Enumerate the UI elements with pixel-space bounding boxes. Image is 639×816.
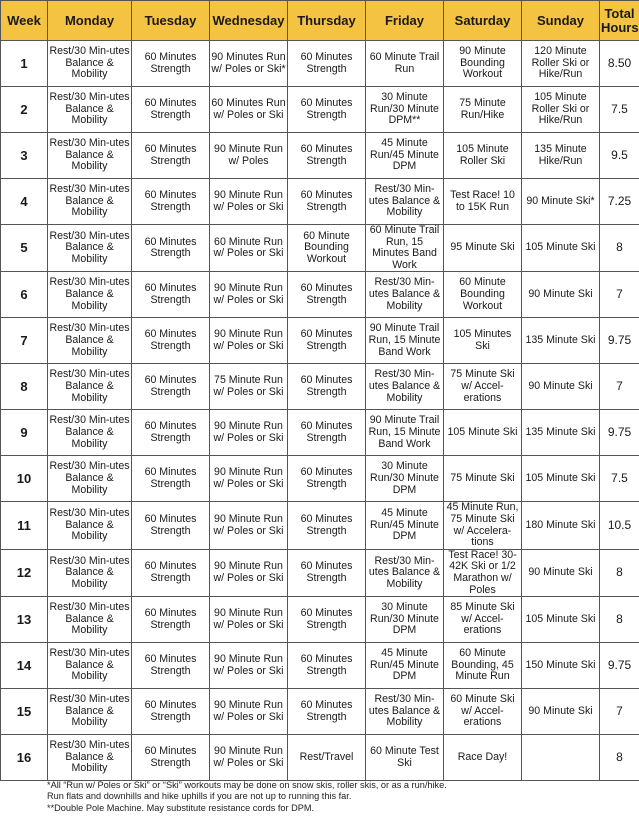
week-cell: 6 bbox=[1, 272, 48, 318]
workout-cell: 105 Minute Roller Ski bbox=[444, 133, 522, 179]
workout-cell: 95 Minute Ski bbox=[444, 225, 522, 272]
workout-cell: 90 Minute Run w/ Poles or Ski bbox=[210, 410, 288, 456]
table-row bbox=[1, 643, 639, 689]
workout-cell: 60 Minutes Strength bbox=[132, 410, 210, 456]
table-row bbox=[1, 456, 639, 502]
column-header: Monday bbox=[48, 1, 132, 41]
workout-cell: 90 Minute Run w/ Poles or Ski bbox=[210, 549, 288, 596]
workout-cell: 60 Minutes Strength bbox=[132, 41, 210, 87]
workout-cell: Rest/Travel bbox=[288, 735, 366, 781]
week-cell: 15 bbox=[1, 689, 48, 735]
table-row bbox=[1, 225, 639, 272]
table-row bbox=[1, 410, 639, 456]
workout-cell: 90 Minute Run w/ Poles or Ski bbox=[210, 502, 288, 549]
workout-cell: 90 Minute Ski* bbox=[522, 179, 600, 225]
workout-cell: 60 Minutes Strength bbox=[132, 502, 210, 549]
workout-cell: 60 Minute Bounding Workout bbox=[444, 272, 522, 318]
total-hours-cell: 7.5 bbox=[600, 456, 639, 502]
week-cell: 13 bbox=[1, 597, 48, 643]
workout-cell: 60 Minutes Strength bbox=[132, 225, 210, 272]
workout-cell: 60 Minute Run w/ Poles or Ski bbox=[210, 225, 288, 272]
workout-cell: 90 Minute Ski bbox=[522, 364, 600, 410]
table-row bbox=[1, 689, 639, 735]
week-cell: 7 bbox=[1, 318, 48, 364]
workout-cell: 60 Minute Test Ski bbox=[366, 735, 444, 781]
workout-cell: 90 Minute Trail Run, 15 Minute Band Work bbox=[366, 318, 444, 364]
workout-cell: Rest/30 Min-utes Balance & Mobility bbox=[48, 456, 132, 502]
total-hours-cell: 7 bbox=[600, 272, 639, 318]
workout-cell: 60 Minutes Strength bbox=[132, 364, 210, 410]
week-cell: 8 bbox=[1, 364, 48, 410]
workout-cell: 105 Minute Roller Ski or Hike/Run bbox=[522, 87, 600, 133]
table-row bbox=[1, 597, 639, 643]
workout-cell: Rest/30 Min-utes Balance & Mobility bbox=[48, 549, 132, 596]
workout-cell: 60 Minutes Strength bbox=[288, 689, 366, 735]
column-header: Friday bbox=[366, 1, 444, 41]
workout-cell: Rest/30 Min-utes Balance & Mobility bbox=[48, 689, 132, 735]
workout-cell: 90 Minute Run w/ Poles bbox=[210, 133, 288, 179]
workout-cell: 105 Minute Ski bbox=[522, 456, 600, 502]
workout-cell: Rest/30 Min-utes Balance & Mobility bbox=[48, 410, 132, 456]
workout-cell: 60 Minute Bounding Workout bbox=[288, 225, 366, 272]
workout-cell: 60 Minutes Strength bbox=[132, 643, 210, 689]
workout-cell: Race Day! bbox=[444, 735, 522, 781]
workout-cell: 60 Minutes Strength bbox=[288, 272, 366, 318]
table-row bbox=[1, 502, 639, 549]
week-cell: 1 bbox=[1, 41, 48, 87]
workout-cell: 60 Minute Trail Run, 15 Minutes Band Work bbox=[366, 225, 444, 272]
footnote: Run flats and downhills and hike uphills if you are not up to running this far. bbox=[47, 791, 352, 802]
total-hours-cell: 9.5 bbox=[600, 133, 639, 179]
column-header: Wednesday bbox=[210, 1, 288, 41]
workout-cell: Rest/30 Min-utes Balance & Mobility bbox=[48, 735, 132, 781]
workout-cell: 60 Minute Ski w/ Accel-erations bbox=[444, 689, 522, 735]
column-header: Week bbox=[1, 1, 48, 41]
workout-cell: 60 Minutes Strength bbox=[288, 597, 366, 643]
week-cell: 14 bbox=[1, 643, 48, 689]
workout-cell: Rest/30 Min-utes Balance & Mobility bbox=[48, 597, 132, 643]
total-hours-cell: 7.25 bbox=[600, 179, 639, 225]
workout-cell: 30 Minute Run/30 Minute DPM bbox=[366, 597, 444, 643]
week-cell: 3 bbox=[1, 133, 48, 179]
total-hours-cell: 7 bbox=[600, 364, 639, 410]
table-row bbox=[1, 735, 639, 781]
workout-cell: 60 Minutes Strength bbox=[132, 133, 210, 179]
workout-cell: 90 Minute Run w/ Poles or Ski bbox=[210, 318, 288, 364]
workout-cell: Rest/30 Min-utes Balance & Mobility bbox=[48, 272, 132, 318]
workout-cell: 90 Minute Ski bbox=[522, 689, 600, 735]
table-row bbox=[1, 133, 639, 179]
workout-cell bbox=[522, 735, 600, 781]
workout-cell: Rest/30 Min-utes Balance & Mobility bbox=[366, 689, 444, 735]
workout-cell: Test Race! 30-42K Ski or 1/2 Marathon w/ Poles bbox=[444, 549, 522, 596]
table-row bbox=[1, 549, 639, 596]
workout-cell: 90 Minutes Run w/ Poles or Ski* bbox=[210, 41, 288, 87]
workout-cell: 90 Minute Run w/ Poles or Ski bbox=[210, 735, 288, 781]
workout-cell: Rest/30 Min-utes Balance & Mobility bbox=[48, 87, 132, 133]
workout-cell: Rest/30 Min-utes Balance & Mobility bbox=[48, 179, 132, 225]
workout-cell: 75 Minute Ski bbox=[444, 456, 522, 502]
total-hours-cell: 7.5 bbox=[600, 87, 639, 133]
workout-cell: 60 Minutes Strength bbox=[288, 410, 366, 456]
workout-cell: 135 Minute Ski bbox=[522, 410, 600, 456]
workout-cell: 150 Minute Ski bbox=[522, 643, 600, 689]
workout-cell: 60 Minutes Strength bbox=[288, 318, 366, 364]
column-header: Tuesday bbox=[132, 1, 210, 41]
workout-cell: 45 Minute Run/45 Minute DPM bbox=[366, 502, 444, 549]
week-cell: 4 bbox=[1, 179, 48, 225]
workout-cell: 75 Minute Run w/ Poles or Ski bbox=[210, 364, 288, 410]
workout-cell: 105 Minute Ski bbox=[522, 225, 600, 272]
workout-cell: 90 Minute Bounding Workout bbox=[444, 41, 522, 87]
table-row bbox=[1, 364, 639, 410]
total-hours-cell: 7 bbox=[600, 689, 639, 735]
workout-cell: Rest/30 Min-utes Balance & Mobility bbox=[48, 133, 132, 179]
week-cell: 16 bbox=[1, 735, 48, 781]
workout-cell: 90 Minute Ski bbox=[522, 272, 600, 318]
workout-cell: 60 Minute Trail Run bbox=[366, 41, 444, 87]
workout-cell: 90 Minute Run w/ Poles or Ski bbox=[210, 597, 288, 643]
workout-cell: 60 Minutes Strength bbox=[288, 179, 366, 225]
workout-cell: 60 Minutes Strength bbox=[288, 549, 366, 596]
table-row bbox=[1, 318, 639, 364]
workout-cell: 45 Minute Run/45 Minute DPM bbox=[366, 643, 444, 689]
total-hours-cell: 8 bbox=[600, 549, 639, 596]
workout-cell: 90 Minute Run w/ Poles or Ski bbox=[210, 456, 288, 502]
total-hours-cell: 8 bbox=[600, 597, 639, 643]
workout-cell: 90 Minute Run w/ Poles or Ski bbox=[210, 643, 288, 689]
workout-cell: Rest/30 Min-utes Balance & Mobility bbox=[366, 549, 444, 596]
workout-cell: Rest/30 Min-utes Balance & Mobility bbox=[48, 502, 132, 549]
workout-cell: 120 Minute Roller Ski or Hike/Run bbox=[522, 41, 600, 87]
workout-cell: 60 Minutes Strength bbox=[132, 318, 210, 364]
total-hours-cell: 9.75 bbox=[600, 643, 639, 689]
workout-cell: 60 Minutes Strength bbox=[132, 179, 210, 225]
workout-cell: 90 Minute Trail Run, 15 Minute Band Work bbox=[366, 410, 444, 456]
total-hours-cell: 8 bbox=[600, 225, 639, 272]
workout-cell: 75 Minute Run/Hike bbox=[444, 87, 522, 133]
total-hours-cell: 8.50 bbox=[600, 41, 639, 87]
workout-cell: 135 Minute Hike/Run bbox=[522, 133, 600, 179]
workout-cell: 180 Minute Ski bbox=[522, 502, 600, 549]
workout-cell: Rest/30 Min-utes Balance & Mobility bbox=[48, 41, 132, 87]
total-hours-cell: 10.5 bbox=[600, 502, 639, 549]
workout-cell: 135 Minute Ski bbox=[522, 318, 600, 364]
workout-cell: 90 Minute Run w/ Poles or Ski bbox=[210, 689, 288, 735]
workout-cell: 105 Minute Ski bbox=[444, 410, 522, 456]
workout-cell: 60 Minutes Strength bbox=[132, 597, 210, 643]
workout-cell: Rest/30 Min-utes Balance & Mobility bbox=[48, 225, 132, 272]
week-cell: 5 bbox=[1, 225, 48, 272]
workout-cell: 30 Minute Run/30 Minute DPM bbox=[366, 456, 444, 502]
workout-cell: Rest/30 Min-utes Balance & Mobility bbox=[48, 364, 132, 410]
footnotes bbox=[47, 780, 637, 814]
workout-cell: 60 Minutes Strength bbox=[132, 549, 210, 596]
workout-cell: 75 Minute Ski w/ Accel-erations bbox=[444, 364, 522, 410]
workout-cell: 105 Minutes Ski bbox=[444, 318, 522, 364]
column-header: Thursday bbox=[288, 1, 366, 41]
workout-cell: 60 Minutes Strength bbox=[132, 689, 210, 735]
workout-cell: 60 Minutes Strength bbox=[288, 502, 366, 549]
week-cell: 10 bbox=[1, 456, 48, 502]
table-row bbox=[1, 87, 639, 133]
workout-cell: 60 Minutes Strength bbox=[288, 41, 366, 87]
workout-cell: 45 Minute Run, 75 Minute Ski w/ Accelera-tions bbox=[444, 502, 522, 549]
table-row bbox=[1, 179, 639, 225]
table-row bbox=[1, 41, 639, 87]
workout-cell: 60 Minutes Strength bbox=[132, 735, 210, 781]
workout-cell: 90 Minute Run w/ Poles or Ski bbox=[210, 272, 288, 318]
column-header: Total Hours bbox=[600, 1, 639, 41]
footnote: *All “Run w/ Poles or Ski” or “Ski” workouts may be done on snow skis, roller skis, or as a run/hike. bbox=[47, 780, 447, 790]
workout-cell: 60 Minutes Strength bbox=[288, 87, 366, 133]
week-cell: 12 bbox=[1, 549, 48, 596]
workout-cell: Rest/30 Min-utes Balance & Mobility bbox=[366, 272, 444, 318]
total-hours-cell: 9.75 bbox=[600, 410, 639, 456]
workout-cell: Rest/30 Min-utes Balance & Mobility bbox=[48, 643, 132, 689]
header-row bbox=[1, 1, 639, 41]
schedule-body bbox=[1, 41, 639, 781]
column-header: Saturday bbox=[444, 1, 522, 41]
workout-cell: 45 Minute Run/45 Minute DPM bbox=[366, 133, 444, 179]
table-row bbox=[1, 272, 639, 318]
workout-cell: 60 Minutes Strength bbox=[288, 364, 366, 410]
week-cell: 11 bbox=[1, 502, 48, 549]
workout-cell: 60 Minutes Strength bbox=[132, 456, 210, 502]
workout-cell: 85 Minute Ski w/ Accel-erations bbox=[444, 597, 522, 643]
workout-cell: 60 Minutes Strength bbox=[132, 272, 210, 318]
workout-cell: Rest/30 Min-utes Balance & Mobility bbox=[366, 364, 444, 410]
total-hours-cell: 9.75 bbox=[600, 318, 639, 364]
workout-cell: 60 Minute Bounding, 45 Minute Run bbox=[444, 643, 522, 689]
workout-cell: 60 Minutes Strength bbox=[132, 87, 210, 133]
workout-cell: 30 Minute Run/30 Minute DPM** bbox=[366, 87, 444, 133]
week-cell: 2 bbox=[1, 87, 48, 133]
workout-cell: 60 Minutes Strength bbox=[288, 456, 366, 502]
workout-cell: 105 Minute Ski bbox=[522, 597, 600, 643]
workout-cell: 60 Minutes Strength bbox=[288, 133, 366, 179]
column-header: Sunday bbox=[522, 1, 600, 41]
footnote: **Double Pole Machine. May substitute resistance cords for DPM. bbox=[47, 802, 315, 813]
workout-cell: 90 Minute Run w/ Poles or Ski bbox=[210, 179, 288, 225]
week-cell: 9 bbox=[1, 410, 48, 456]
workout-cell: Rest/30 Min-utes Balance & Mobility bbox=[48, 318, 132, 364]
total-hours-cell: 8 bbox=[600, 735, 639, 781]
workout-cell: 90 Minute Ski bbox=[522, 549, 600, 596]
workout-cell: Rest/30 Min-utes Balance & Mobility bbox=[366, 179, 444, 225]
workout-cell: 60 Minutes Strength bbox=[288, 643, 366, 689]
workout-cell: Test Race! 10 to 15K Run bbox=[444, 179, 522, 225]
workout-cell: 60 Minutes Run w/ Poles or Ski bbox=[210, 87, 288, 133]
